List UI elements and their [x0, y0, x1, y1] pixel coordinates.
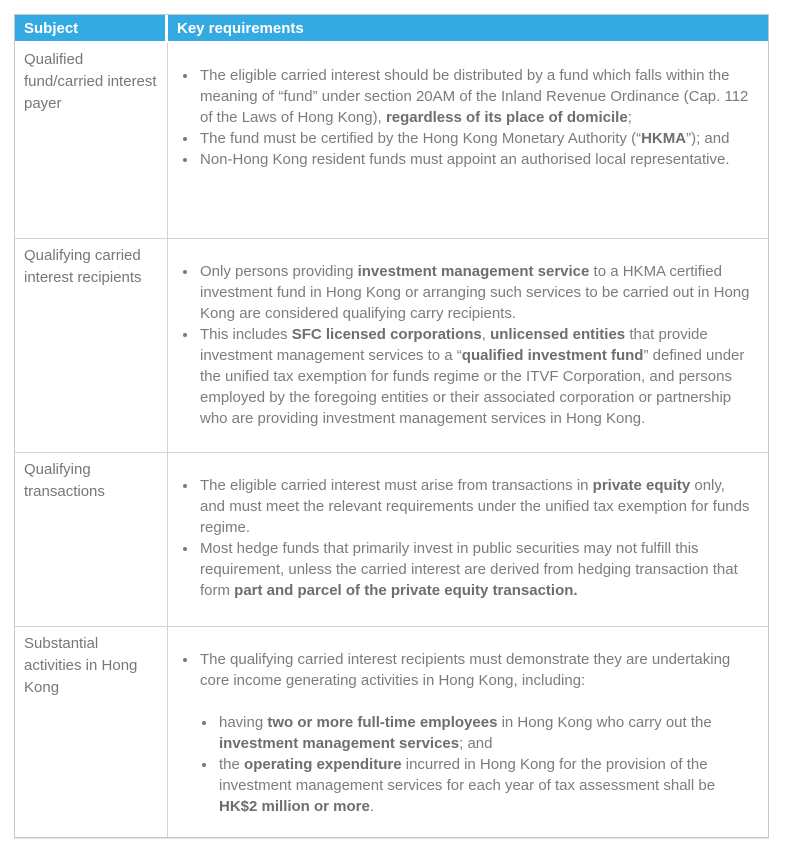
text-segment: ” defined under the unified tax exemption for funds regime or the ITVF Corporation, and persons employed by the foregoing entities or their associated corporation or partnership who are providing investment management services in Hong Kong.: [200, 347, 745, 427]
requirements-list: [170, 261, 752, 429]
bold-text-segment: private equity: [592, 477, 691, 494]
subject-text: Substantial activities in Hong Kong: [24, 635, 138, 696]
requirement-item: [198, 324, 752, 429]
text-segment: The eligible carried interest should be distributed by a fund which falls within the meaning of “fund” under section 20AM of the Inland Revenue Ordinance (Cap. 112 of the Laws of Hong Kong),: [200, 67, 749, 126]
sub-requirement-item: [217, 754, 752, 817]
text-segment: The eligible carried interest must arise from transactions in: [200, 477, 593, 494]
text-segment: The fund must be certified by the Hong Kong Monetary Authority (“: [200, 130, 642, 147]
text-segment: that provide investment management services to a “: [200, 326, 708, 364]
text-segment: in Hong Kong who carry out the: [497, 714, 712, 731]
bold-text-segment: operating expenditure: [244, 756, 402, 773]
bold-text-segment: part and parcel of the private equity transaction.: [234, 582, 578, 599]
requirement-item: [198, 149, 752, 170]
text-segment: ”); and: [686, 130, 730, 147]
subject-cell: [15, 627, 168, 837]
text-segment: only, and must meet the relevant requirements under the unified tax exemption for funds regime.: [200, 477, 750, 536]
table-header: [15, 15, 768, 43]
bold-text-segment: investment management services: [219, 735, 460, 752]
subject-text: Qualifying transactions: [24, 461, 105, 500]
sub-requirement-item: [217, 712, 752, 754]
table-row: [15, 452, 768, 626]
column-header-subject: [15, 15, 168, 43]
requirement-item: [198, 128, 752, 149]
bold-text-segment: SFC licensed corporations: [291, 326, 482, 343]
requirement-item: [198, 475, 752, 538]
requirements-list: [170, 649, 752, 817]
text-segment: Only persons providing: [200, 263, 358, 280]
requirements-cell: [168, 453, 768, 626]
text-segment: Most hedge funds that primarily invest in public securities may not fulfill this requirement, unless the carried interest are derived from hedging transaction that form: [200, 540, 738, 599]
text-segment: ;: [627, 109, 632, 126]
requirement-item: [198, 261, 752, 324]
requirements-list: [170, 475, 752, 601]
subject-cell: [15, 43, 168, 238]
bold-text-segment: HK$2 million or more: [219, 798, 370, 815]
requirements-cell: [168, 627, 768, 837]
subject-cell: [15, 453, 168, 626]
bold-text-segment: two or more full-time employees: [267, 714, 498, 731]
requirement-item: [198, 649, 752, 817]
table-row: [15, 626, 768, 837]
subject-text: Qualified fund/carried interest payer: [24, 51, 157, 112]
text-segment: having: [219, 714, 268, 731]
requirements-sublist: [200, 712, 752, 817]
column-header-subject-label: Subject: [24, 20, 79, 37]
requirements-cell: [168, 43, 768, 238]
requirements-list: [170, 65, 752, 170]
text-segment: .: [369, 798, 375, 815]
table-body: [15, 43, 768, 837]
subject-text: Qualifying carried interest recipients: [24, 247, 142, 286]
bold-text-segment: qualified investment fund: [461, 347, 644, 364]
table-row: [15, 43, 768, 238]
subject-cell: [15, 239, 168, 452]
requirement-item: [198, 65, 752, 128]
table-row: [15, 238, 768, 452]
requirements-table: [14, 14, 769, 838]
column-header-key-requirements-label: Key requirements: [177, 20, 304, 37]
text-segment: the: [219, 756, 245, 773]
bold-text-segment: HKMA: [641, 130, 687, 147]
requirements-cell: [168, 239, 768, 452]
text-segment: Non-Hong Kong resident funds must appoint an authorised local representative.: [200, 151, 730, 168]
text-segment: to a HKMA certified investment fund in Hong Kong or arranging such services to be carried out in Hong Kong are considered qualifying carry recipients.: [200, 263, 750, 322]
requirement-item: [198, 538, 752, 601]
text-segment: This includes: [200, 326, 292, 343]
bold-text-segment: investment management service: [357, 263, 590, 280]
text-segment: ; and: [459, 735, 493, 752]
text-segment: The qualifying carried interest recipients must demonstrate they are undertaking core income generating activities in Hong Kong, including:: [200, 651, 731, 689]
text-segment: incurred in Hong Kong for the provision of the investment management services for each year of tax assessment shall be: [219, 756, 716, 794]
bold-text-segment: unlicensed entities: [490, 326, 626, 343]
bold-text-segment: regardless of its place of domicile: [385, 109, 628, 126]
column-header-key-requirements: [168, 15, 768, 43]
text-segment: ,: [481, 326, 491, 343]
